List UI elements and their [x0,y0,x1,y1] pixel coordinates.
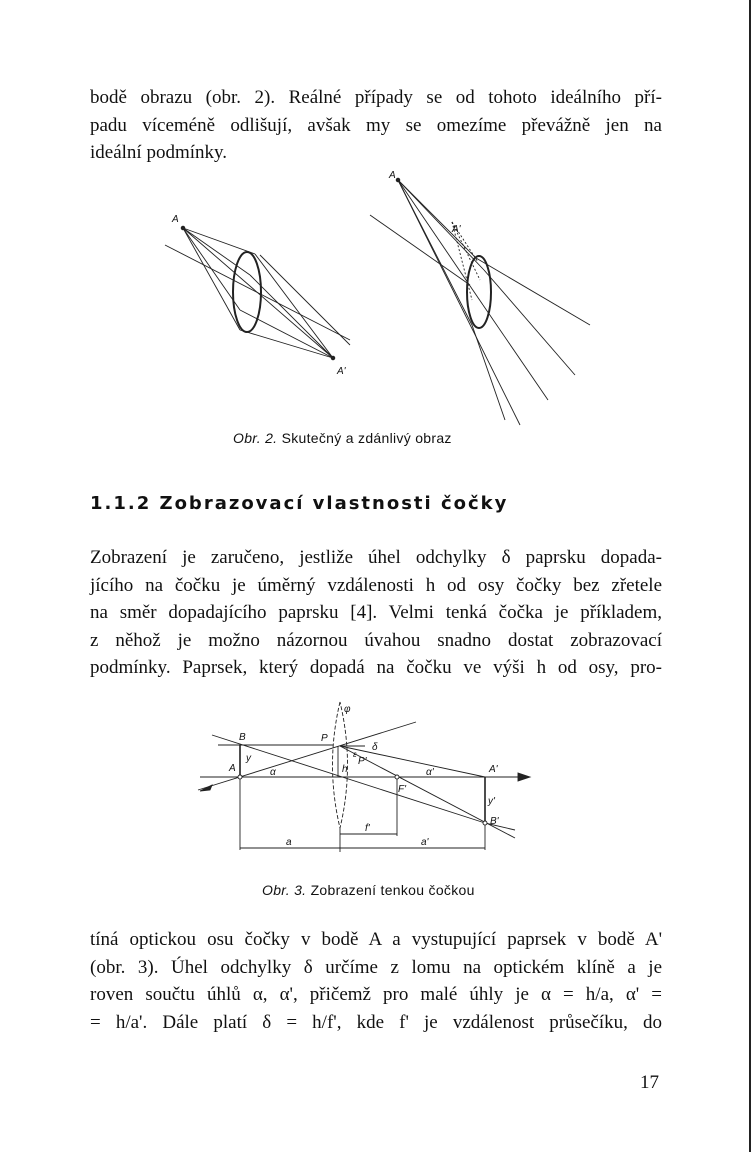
text-line: (obr. 3). Úhel odchylky δ určíme z lomu na optickém klíně a je [90,956,662,978]
text-line: ideální podmínky. [90,142,228,164]
label-alpha-prime: α' [426,767,434,778]
label-a: a [286,837,292,848]
label-P-prime: P' [358,756,367,767]
caption-text: Skutečný a zdánlivý obraz [281,430,452,446]
label-f-prime: f' [365,823,370,834]
label-A: A [172,214,179,225]
figure-2-real-image [165,214,350,377]
text-line: tíná optickou osu čočky v bodě A a vystupující paprsek v bodě A' [90,929,662,950]
label-delta: δ [372,742,378,753]
text-line: padu víceméně odlišují, avšak my se omezíme převážně jen na [90,114,662,136]
paragraph-3 [90,926,662,1036]
label-P: P [321,733,328,744]
label-A: A [229,763,236,774]
label-F-prime: F' [398,784,407,795]
section-heading: 1.1.2 Zobrazovací vlastnosti čočky [90,493,509,514]
text-line: bodě obrazu (obr. 2). Reálné případy se od tohoto ideálního pří- [90,87,662,108]
figure-2-virtual-image [370,170,590,425]
text-line: roven součtu úhlů α, α', přičemž pro malé úhly je α = h/a, α' = [90,984,662,1006]
label-y: y [246,753,251,764]
figure-3-diagram [198,702,530,852]
text-line: na směr dopadajícího paprsku [4]. Velmi tenká čočka je příkladem, [90,602,662,624]
label-A-prime: A' [489,764,498,775]
text-line: podmínky. Paprsek, který dopadá na čočku ve výši h od osy, pro- [90,657,662,679]
paragraph-2 [90,544,662,682]
label-A-prime: A' [452,224,461,235]
caption-label: Obr. 3. [262,882,307,898]
label-y-prime: y' [488,796,495,807]
figure-2-caption [233,430,452,446]
label-phi: φ [344,704,351,715]
text-line: z něhož je možno názornou úvahou snadno dostat zobrazovací [90,629,662,651]
label-B: B [239,732,246,743]
page-number: 17 [640,1072,659,1093]
caption-text: Zobrazení tenkou čočkou [310,882,475,898]
label-a-prime: a' [421,837,429,848]
text-line: Zobrazení je zaručeno, jestliže úhel odchylky δ paprsku dopada- [90,547,662,568]
label-alpha: α [270,767,276,778]
label-h: h [342,764,348,775]
label-B-prime: B' [490,816,499,827]
label-A-prime: A' [337,366,346,377]
text-line: = h/a'. Dále platí δ = h/f', kde f' je vzdálenost průsečíku, do [90,1011,662,1033]
label-epsilon: ε [353,750,357,759]
label-A: A [389,170,396,181]
caption-label: Obr. 2. [233,430,278,446]
text-line: jícího na čočku je úměrný vzdálenosti h od osy čočky bez zřetele [90,574,662,596]
figure-3-caption [262,882,475,898]
